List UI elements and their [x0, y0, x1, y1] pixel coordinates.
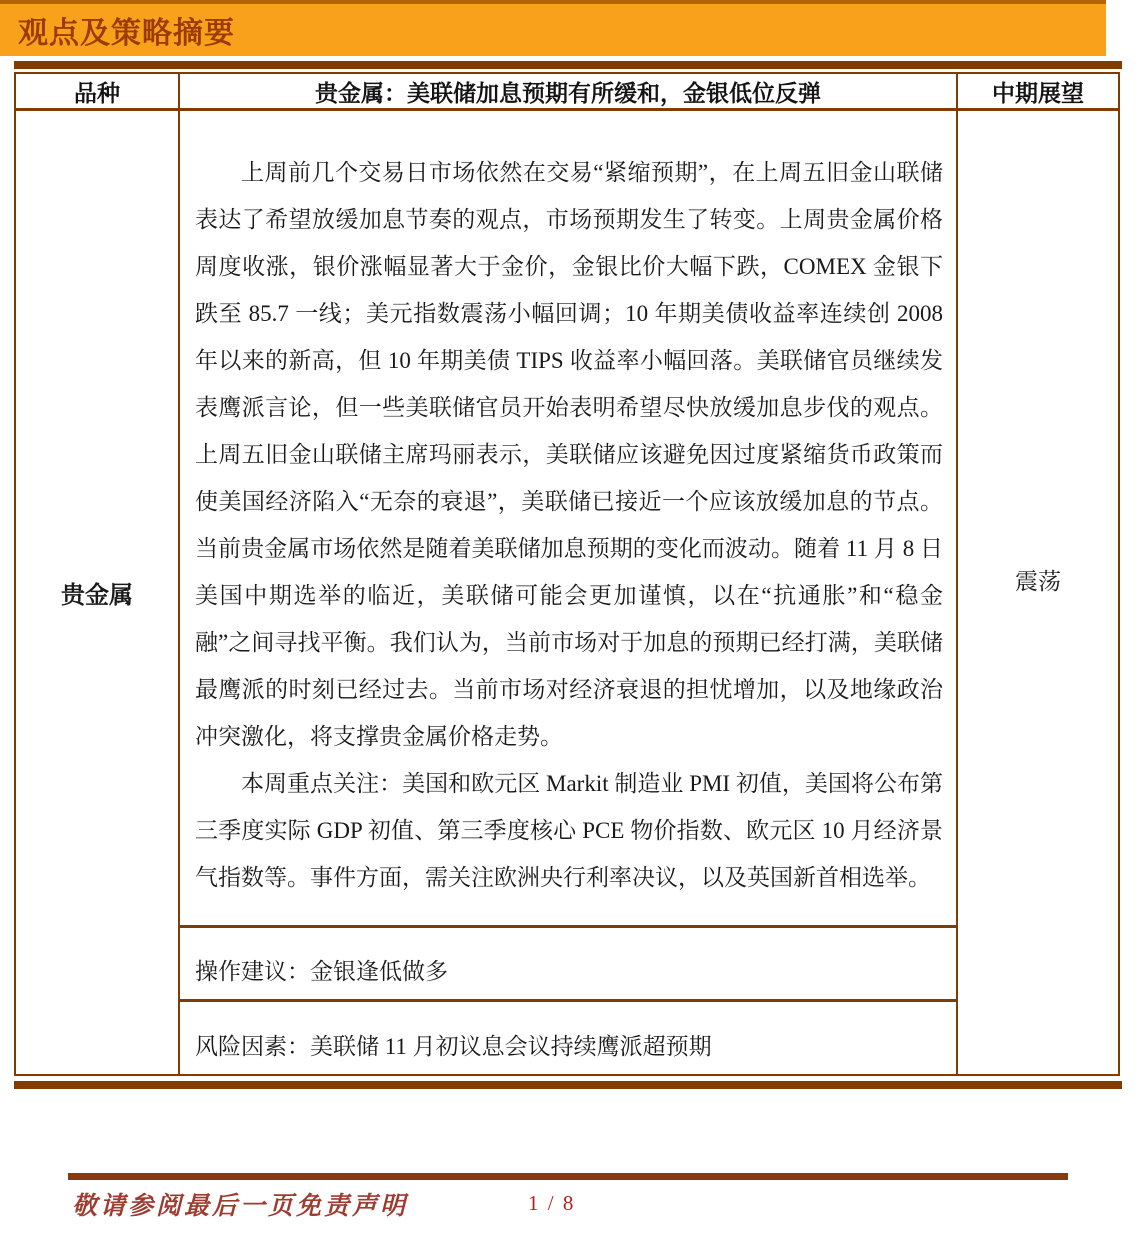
commentary-paragraph-2: 本周重点关注：美国和欧元区 Markit 制造业 PMI 初值，美国将公布第三季度实际 GDP 初值、第三季度核心 PCE 物价指数、欧元区 10 月经济景气指数等。事件方面，需关注欧洲央行利率决议，以及英国新首相选举。 — [195, 771, 943, 890]
trade-advice-row — [180, 928, 956, 1002]
strategy-summary-table — [14, 72, 1120, 1076]
column-header-variety: 品种 — [16, 74, 180, 111]
risk-factor-text: 风险因素：美联储 11 月初议息会议持续鹰派超预期 — [195, 1034, 712, 1059]
column-header-summary-title: 贵金属：美联储加息预期有所缓和，金银低位反弹 — [180, 74, 956, 111]
page-number: 1 / 8 — [528, 1191, 576, 1215]
risk-factor-row — [180, 1002, 956, 1074]
table-top-bar — [14, 61, 1122, 69]
column-header-outlook: 中期展望 — [956, 74, 1118, 111]
trade-advice-text: 操作建议：金银逢低做多 — [195, 959, 448, 984]
outlook-value: 震荡 — [956, 111, 1118, 1074]
page-title: 观点及策略摘要 — [18, 17, 235, 50]
footer-divider — [68, 1173, 1068, 1180]
commentary-paragraph-1: 上周前几个交易日市场依然在交易“紧缩预期”，在上周五旧金山联储表达了希望放缓加息节奏的观点，市场预期发生了转变。上周贵金属价格周度收涨，银价涨幅显著大于金价，金银比价大幅下跌，COMEX 金银下跌至 85.7 一线；美元指数震荡小幅回调；10 年期美债收益率连续创 2008 年以来的新高，但 10 年期美债 TIPS 收益率小幅回落。美联储官员继续发表鹰派言论，但一些美联储官员开始表明希望尽快放缓加息步伐的观点。上周五旧金山联储主席玛丽表示，美联储应该避免因过度紧缩货币政策而使美国经济陷入“无奈的衰退”，美联储已接近一个应该放缓加息的节点。当前贵金属市场依然是随着美联储加息预期的变化而波动。随着 11 月 8 日美国中期选举的临近，美联储可能会更加谨慎，以在“抗通胀”和“稳金融”之间寻找平衡。我们认为，当前市场对于加息的预期已经打满，美联储最鹰派的时刻已经过去。当前市场对经济衰退的担忧增加，以及地缘政治冲突激化，将支撑贵金属价格走势。 — [195, 160, 943, 749]
variety-value: 贵金属 — [16, 111, 180, 1074]
footer-disclaimer: 敬请参阅最后一页免责声明 — [72, 1191, 409, 1220]
section-banner — [0, 0, 1106, 56]
table-bottom-bar — [14, 1081, 1122, 1089]
commentary-cell — [180, 111, 956, 928]
